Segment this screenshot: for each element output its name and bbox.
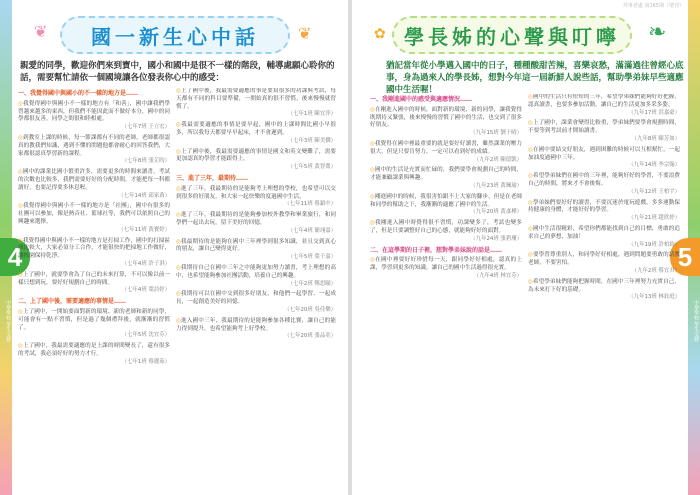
article-text: 我最期待的是能夠在國中三年裡學到很多知識，並且交到真心的朋友，讓自己變得更好。 — [176, 238, 336, 253]
article-item — [18, 135, 170, 166]
bird-icon: ❧ — [648, 20, 667, 45]
article-signature: （九年24班 張碧珊） — [470, 235, 522, 242]
left-page-number: 4 — [0, 238, 30, 276]
article-item — [370, 257, 522, 280]
bullet-icon: ◎ — [18, 169, 23, 176]
left-intro: 親愛的同學，歡迎你們來到寶中，國小和國中是很不一樣的階段，輔導處願心聆你的話，需要幫忙請依一個國境讓各位發表你心中的感受： — [20, 61, 335, 83]
article-signature: （七年4班 許子淇） — [121, 260, 170, 267]
article-text: 上了國中後，我最需要適應的事情是國文和英文變難了，需要更加認真的學習才能跟得上。 — [176, 148, 336, 163]
article-item — [176, 212, 336, 235]
article-text: 我覺得國中與國小不一樣的地方是「社團」，國中有很多的社團可以參加，像是熱音社、籃球社等，我們可以依照自己的興趣來選擇。 — [18, 203, 170, 225]
section-heading: 一、我剛進國中的感受與適應情況…… — [370, 96, 473, 103]
article-text: 到教室上課的時候，每一節課都有不同的老師，老師都很認真的教我們知識，遇到不懂的問題他都會耐心的回答我們，大家都很認真學習新的課程。 — [18, 134, 170, 157]
article-signature: （九年8班 陳芳如） — [631, 135, 680, 142]
article-text: 我期待可以在國中交到很多好朋友，和他們一起學習、一起成長，一起創造美好的回憶。 — [176, 291, 336, 306]
article-text: 上了國中，課業會變得比較重，學弟妹們要學會規劃時間，不要等到考試前才開始讀書。 — [528, 120, 680, 135]
article-item — [370, 194, 522, 217]
article-item — [18, 101, 170, 132]
bullet-icon: ◎ — [528, 252, 533, 259]
bullet-icon: ◎ — [18, 134, 23, 141]
bullet-icon: ◎ — [176, 148, 182, 155]
article-text: 國中的課業比國小繁重許多，需要更多的時間來讀書，考試的次數也比較多，我們需要好好的分配時間，才能把每一科都讀好，也要記得要多休息喔。 — [18, 169, 170, 191]
article-signature: （九年23班 黃珮瑜） — [470, 182, 522, 189]
article-item — [176, 122, 336, 145]
bullet-icon: ◎ — [370, 140, 375, 147]
article-text: 學弟妹們要好好的讀書，不要沉迷於電玩遊戲，多多運動保持健康的身體，才能好好的學習。 — [528, 199, 680, 214]
bullet-icon: ◎ — [528, 146, 533, 153]
article-signature: （七年11班 蔡鎮中） — [284, 201, 336, 208]
bullet-icon: ◎ — [18, 271, 23, 278]
article-text: 國中生活很精彩，希望你們都能找到自己的目標，勇敢的追求自己的夢想，加油！ — [528, 225, 680, 240]
article-text: 上了國中，一開始要面對新的環境、新的老師和新的同學，可能會有一點不習慣，但是過了幾個禮拜後，就漸漸的習慣了。 — [18, 308, 170, 331]
article-signature: （七年7班 王立宏） — [121, 124, 170, 131]
article-item — [176, 291, 336, 314]
bullet-icon: ◎ — [18, 203, 24, 210]
right-page-title: 學長姊的心聲與叮嚀 — [404, 24, 620, 49]
article-text: 要學習尊重別人，和同學好好相處，遇到問題要勇敢的請教老師，不要害怕。 — [528, 252, 680, 267]
article-item — [528, 173, 680, 196]
article-signature: （九年15班 劉于晴） — [470, 130, 522, 137]
article-item — [176, 88, 336, 119]
article-text: 上了國中，就要學會為了自己的未來打算，不可以像以前一樣只想到玩，要好好規劃自己的時間。 — [18, 271, 170, 286]
bullet-icon: ◎ — [528, 225, 533, 232]
section-heading: 二、在這學期的日子裡，想對學弟妹說的話是…… — [370, 246, 503, 254]
article-item — [370, 107, 522, 138]
article-signature: （七年11班 黃寶婷） — [118, 226, 170, 233]
bullet-icon: ◎ — [176, 238, 182, 245]
article-text: 我最需要適應的事情是要早起，國中的上課時間比國小早很多，所以我每天都要早早起床，才不會遲到。 — [176, 122, 336, 136]
right-page-number: 5 — [670, 238, 700, 276]
article-signature: （九年19班 許柏鈞） — [628, 241, 680, 248]
article-item — [176, 265, 336, 288]
left-page — [0, 0, 348, 495]
article-item — [18, 238, 170, 269]
bullet-icon: ◎ — [176, 212, 182, 219]
right-title-banner — [392, 16, 632, 54]
article-text: 我覺得國中與國小不一樣的地方是打掃工作，國中的打掃區域比較大，大家必須分工合作，才能很快的把掃地工作做好，讓校園保持乾淨。 — [18, 237, 170, 260]
left-column-1 — [18, 88, 170, 488]
article-item — [528, 94, 680, 117]
section-heading: 二、上了國中後，需要適應的事情是…… — [18, 298, 127, 306]
article-signature: （九年14班 李宗翰） — [628, 162, 680, 169]
bullet-icon: ◎ — [176, 122, 182, 129]
article-item — [18, 309, 170, 340]
article-item — [528, 279, 680, 302]
right-column-1 — [370, 94, 522, 488]
bullet-icon: ◎ — [18, 237, 23, 244]
bullet-icon: ◎ — [528, 94, 533, 100]
article-text: 進了三年，我最期待的是能夠考上理想的學校，也希望可以交到很多的好朋友，和大家一起快樂的度過國中生活。 — [176, 185, 336, 200]
left-column-2 — [176, 88, 336, 488]
header-note: 外事老處 第165期（增刊） — [622, 3, 684, 9]
article-item — [528, 200, 680, 223]
butterfly-icon: ❦ — [298, 24, 312, 43]
article-text: 我覺得在國中裡最重要的就是要好好讀書，雖然課業的壓力很大，但是只要肯努力，一定可以看到好的成績。 — [370, 140, 522, 155]
article-signature: （七年5班 沈宜芬） — [121, 332, 170, 339]
bullet-icon: ◎ — [370, 167, 375, 174]
article-signature: （九年2班 蔡宜君） — [631, 267, 680, 274]
article-text: 我覺得國中與國小不一樣的地方有「和善」，國中讓我們學習越來越多的東西，但我們不能因此而不做好本分，國中的同學都很友善，同學之間很和睦相處。 — [18, 100, 170, 123]
bullet-icon: ◎ — [370, 257, 376, 264]
article-signature: （七年4班 葉詩婷） — [121, 287, 170, 294]
butterfly-icon: ❦ — [34, 22, 48, 41]
article-item — [18, 203, 170, 234]
article-item — [528, 252, 680, 275]
bullet-icon: ◎ — [528, 278, 533, 285]
article-text: 我剛進入國中時覺得很不習慣，功課變多了，考試也變多了，但是只要調整好自己的心態，就能夠好好的面對。 — [370, 220, 522, 234]
article-item — [370, 141, 522, 164]
article-signature: （九年13班 林鈺庭） — [628, 294, 680, 301]
bullet-icon: ◎ — [18, 343, 23, 350]
article-item — [18, 272, 170, 295]
article-signature: （九年2班 陳億凱） — [473, 156, 522, 163]
article-text: 在國中裡要好好珍惜每一天，跟同學好好相處，認真的上課，學習到更多的知識，讓自己的國中生活過得很充實。 — [370, 257, 522, 272]
article-text: 我期待自己在國中三年之中能夠更加努力讀書，考上理想的高中，也希望能夠參加社團活動，培養自己的興趣。 — [176, 264, 336, 279]
article-signature: （九年4班 林宜芬） — [473, 272, 522, 279]
article-text: 希望學弟妹們在國中的三年裡，能夠好好的學習，不要浪費自己的時間，將來才不會後悔。 — [528, 173, 680, 187]
article-text: 剛進國中的時候，我很害怕跟不上大家的腳步，但是在老師和同學的幫助之下，我漸漸的適應了國中的生活。 — [370, 193, 522, 208]
article-text: 上了國中後，我最需要適應的事是要寫很多的功課與考試，每天都有不同的科目要準備，一開始真的很不習慣，後來慢慢就習慣了。 — [176, 88, 336, 110]
article-item — [528, 147, 680, 170]
article-signature: （七年14班 邱家萬） — [118, 192, 170, 199]
article-signature: （九年12班 王柏宇） — [628, 188, 680, 195]
bullet-icon: ◎ — [18, 100, 24, 107]
article-signature: （七年2班 鄭思頤） — [287, 280, 336, 287]
bullet-icon: ◎ — [528, 173, 533, 180]
article-item — [176, 239, 336, 262]
right-side-label: 中華學校 學生文藝 — [693, 300, 699, 342]
bullet-icon: ◎ — [176, 185, 182, 192]
article-text: 上了國中，我最需要適應的是上課的時間變長了，還有很多的考試，我必須好好的努力才行。 — [18, 343, 170, 357]
article-item — [528, 120, 680, 143]
bullet-icon: ◎ — [176, 88, 182, 94]
left-title-banner — [60, 16, 290, 54]
left-page-title: 國一新生心中話 — [91, 24, 259, 49]
article-text: 在剛進入國中的時候，面對新的環境、新的同學，讓我覺得既期待又緊張，後來慢慢的習慣了國中的生活，也交到了很多好朋友。 — [370, 106, 522, 129]
article-item — [176, 318, 336, 341]
article-signature: （九年20班 黃彥樺） — [470, 209, 522, 216]
article-signature: （七年5班 葉千嘉） — [287, 254, 336, 261]
article-item — [18, 343, 170, 366]
bullet-icon: ◎ — [176, 317, 182, 324]
right-page — [352, 0, 700, 495]
bullet-icon: ◎ — [528, 199, 533, 206]
article-item — [176, 186, 336, 209]
article-signature: （七年5班 黃智喬） — [287, 164, 336, 171]
article-item — [176, 149, 336, 172]
article-text: 國中的生活是充實而忙碌的，我們要學會規劃自己的時間，才能兼顧課業與興趣。 — [370, 167, 522, 182]
article-signature: （七年20班 吳佳樂） — [284, 306, 336, 313]
article-signature: （七年20班 張品奕） — [284, 333, 336, 340]
article-signature: （七年1班 蔡麗茹） — [121, 358, 170, 365]
article-signature: （七年4班 簡翊嘉） — [287, 227, 336, 234]
article-signature: （九年17班 洪嘉豪） — [628, 109, 680, 116]
flower-icon: ✿ — [374, 26, 386, 42]
article-signature: （七年3班 陳美嫺） — [287, 137, 336, 144]
bullet-icon: ◎ — [370, 193, 375, 200]
section-heading: 三、進了三年，最期待…… — [176, 174, 249, 182]
article-text: 希望學弟妹們能夠把握時間，在國中三年裡努力充實自己，為未來打下好的基礎。 — [528, 278, 680, 293]
bullet-icon: ◎ — [18, 308, 23, 315]
bullet-icon: ◎ — [370, 220, 376, 227]
article-text: 進入國中三年，我最期待的是能夠參加各種比賽，讓自己的能力得到提升，也希望能夠考上好學校。 — [176, 317, 336, 332]
bullet-icon: ◎ — [370, 106, 375, 113]
article-signature: （七年8班 張芷昀） — [121, 158, 170, 165]
article-signature: （七年1班 陳宜萍） — [287, 111, 336, 118]
article-signature: （九年21班 趙欣妤） — [628, 215, 680, 222]
left-side-label: 中華學校 學生文藝 — [5, 300, 11, 342]
article-text: 國中的生活只有短短的三年，希望學弟妹們能夠好好把握，認真讀書，也要多參加活動，讓自己的生活更加多采多姿。 — [528, 94, 680, 108]
right-intro: 猶記當年從小學邁入國中的日子，種種酸甜苦辣，喜樂哀愁，滿滿過往曾經心底事，身為過來人的學長姊，想對今年這一屆新鮮人說些話，幫助學弟妹早些適應國中生活喔！ — [386, 61, 684, 95]
bullet-icon: ◎ — [176, 291, 182, 298]
right-column-2 — [528, 94, 680, 488]
article-text: 在國中要結交好朋友，遇到困難的時候可以互相幫忙，一起加油度過國中三年。 — [528, 146, 680, 161]
article-item — [370, 167, 522, 190]
article-text: 進了三年，我最期待的是能夠參加校外教學和畢業旅行，和同學們一起出去玩，留下美好的回憶。 — [176, 212, 336, 226]
article-item — [528, 226, 680, 249]
article-item — [18, 169, 170, 200]
article-item — [370, 220, 522, 243]
bullet-icon: ◎ — [528, 120, 533, 127]
bullet-icon: ◎ — [176, 264, 182, 271]
section-heading: 一、我覺得國中與國小的不一樣的地方是…… — [18, 90, 139, 97]
